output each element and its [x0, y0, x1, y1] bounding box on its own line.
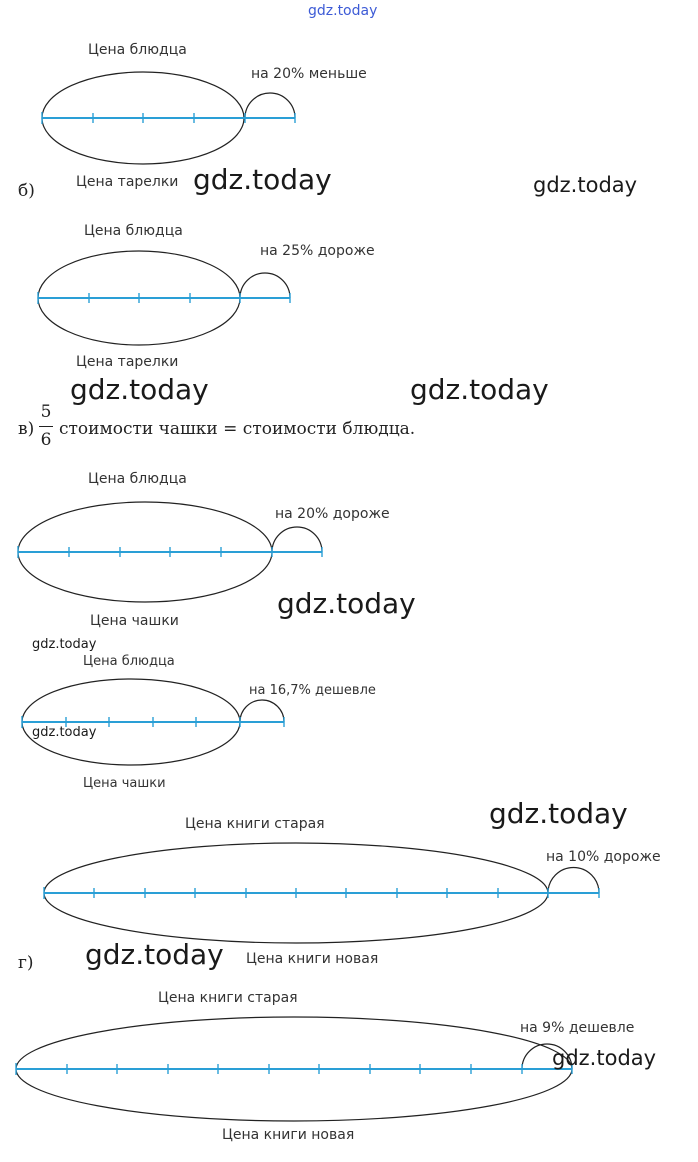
watermark-5: gdz.today — [277, 587, 416, 620]
section-b-marker: б) — [18, 181, 35, 201]
diagram-2-drawing — [38, 251, 290, 345]
watermark-7: gdz.today — [32, 725, 97, 740]
diagram-3-bump-label: на 20% дороже — [275, 506, 390, 522]
diagram-2-bottom-label: Цена тарелки — [76, 354, 179, 370]
diagram-3-bump — [272, 527, 322, 552]
diagram-4-top-label: Цена блюдца — [83, 654, 175, 669]
watermark-10: gdz.today — [552, 1046, 657, 1070]
diagram-5-bottom-label: Цена книги новая — [246, 951, 379, 967]
diagram-6-drawing — [16, 1017, 572, 1121]
diagram-1-bottom-label: Цена тарелки — [76, 174, 179, 190]
watermark-3: gdz.today — [70, 373, 209, 406]
watermark-top: gdz.today — [308, 3, 378, 19]
fraction-bar — [39, 426, 53, 427]
watermark-4: gdz.today — [410, 373, 549, 406]
diagram-5-top-label: Цена книги старая — [185, 816, 325, 832]
section-v-marker: в) — [18, 419, 35, 439]
diagram-5-bump-label: на 10% дороже — [546, 849, 661, 865]
diagram-4-drawing — [22, 679, 284, 765]
diagram-1-bump-label: на 20% меньше — [251, 66, 367, 82]
diagram-3-bottom-label: Цена чашки — [90, 613, 179, 629]
diagram-6-bump-label: на 9% дешевле — [520, 1020, 635, 1036]
diagram-4-bump-label: на 16,7% дешевле — [249, 683, 376, 698]
diagram-2-bump — [240, 273, 290, 298]
diagram-4-bump — [240, 700, 284, 722]
diagram-6-top-label: Цена книги старая — [158, 990, 298, 1006]
watermark-6: gdz.today — [32, 637, 97, 652]
watermark-9: gdz.today — [85, 938, 224, 971]
diagram-3-top-label: Цена блюдца — [88, 471, 187, 487]
diagram-5-bump — [548, 868, 599, 894]
section-v-text: стоимости чашки = стоимости блюдца. — [59, 419, 416, 439]
section-g-marker: г) — [18, 953, 34, 973]
diagram-1-top-label: Цена блюдца — [88, 42, 187, 58]
watermark-8: gdz.today — [489, 797, 628, 830]
diagram-6-bottom-label: Цена книги новая — [222, 1127, 355, 1143]
watermark-2: gdz.today — [533, 173, 638, 197]
diagram-5-drawing — [44, 843, 599, 943]
diagram-2-top-label: Цена блюдца — [84, 223, 183, 239]
diagram-1-drawing — [42, 72, 295, 164]
watermark-1: gdz.today — [193, 163, 332, 196]
fraction-denominator: 6 — [40, 430, 52, 450]
diagram-1-bump — [245, 93, 295, 118]
diagram-2-bump-label: на 25% дороже — [260, 243, 375, 259]
diagram-4-bottom-label: Цена чашки — [83, 776, 166, 791]
fraction-numerator: 5 — [40, 402, 52, 422]
